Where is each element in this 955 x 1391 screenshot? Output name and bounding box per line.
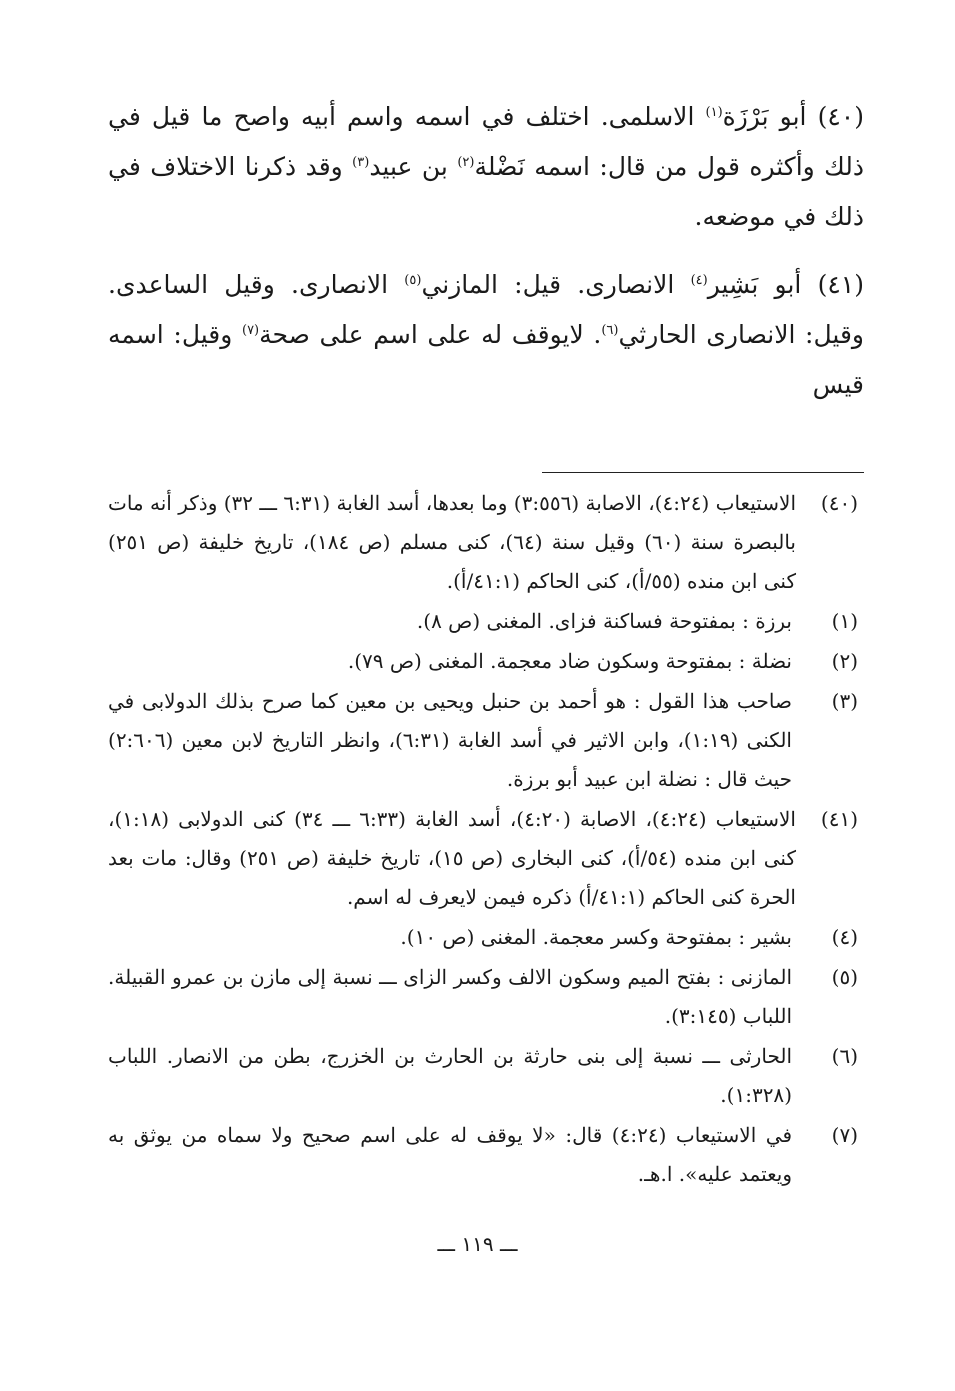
entry-41-text-4: . لايوقف له على اسم على صحة [259,320,602,349]
entry-41-text-5: وقيل: اسمه قيس [108,320,864,399]
footnote-4 [108,918,864,957]
footnote-1 [108,602,864,641]
entry-40-text-1: (٤٠) أبو بَرْزَة [722,102,864,131]
footnote-7 [108,1116,864,1194]
footnote-number: (١) [831,609,858,633]
entry-41-paragraph [108,260,864,410]
footnote-text: بشير : بمفتوحة وكسر معجمة. المغنى (ص ١٠). [400,925,792,949]
footnote-ref-2: (٢) [457,155,475,170]
entry-41-text-1: (٤١) أبو بَشِير [707,270,864,299]
entry-40-text-2: الاسلمى. اختلف في اسمه واسم أبيه واصح ما قيل في ذلك وأكثره قول من قال: اسمه نَضْلة [108,102,864,181]
footnote-ref-6: (٦) [601,323,619,338]
footnote-5 [108,958,864,1036]
footnote-divider [542,472,864,473]
footnote-ref-5: (٥) [404,273,422,288]
entry-41-text-3: الانصارى. وقيل الساعدى. وقيل: الانصارى الحارثي [108,270,864,349]
footnote-2 [108,642,864,681]
footnote-ref-3: (٣) [352,155,370,170]
footnote-number: (٧) [831,1123,858,1147]
footnote-number: (٤١) [820,807,858,831]
footnote-number: (٤٠) [820,491,858,515]
footnote-3 [108,682,864,799]
footnote-text: المازنى : بفتح الميم وسكون الالف وكسر الزاى ـــ نسبة إلى مازن بن عمرو القبيلة. اللباب (٣:١٤٥). [108,965,792,1028]
footnote-text: نضلة : بمفتوحة وسكون ضاد معجمة. المغنى (ص ٧٩). [347,649,792,673]
entry-40-text-4: وقد ذكرنا الاختلاف في ذلك في موضعه. [108,152,864,231]
footnote-ref-1: (١) [705,105,723,120]
footnote-text: الاستيعاب (٤:٢٤)، الاصابة (٣:٥٥٦) وما بعدها، أسد الغابة (٦:٣١ ـــ ٣٢) وذكر أنه مات بالبصرة سنة (٦٠) وقيل سنة (٦٤)، كنى مسلم (ص ١٨٤)، تاريخ خليفة (ص ٢٥١) كنى ابن منده (٥٥/أ)، كنى الحاكم (٤١:١/أ). [108,491,797,593]
footnote-ref-7: (٧) [241,323,260,338]
entry-40-paragraph [108,92,864,242]
footnotes-section [108,484,864,1195]
page-body [108,92,864,1186]
footnote-text: الاستيعاب (٤:٢٤)، الاصابة (٤:٢٠)، أسد الغابة (٦:٣٣ ـــ ٣٤) كنى الدولابى (١:١٨)، كنى ابن منده (٥٤/أ)، كنى البخارى (ص ١٥)، تاريخ خليفة (ص ٢٥١) وقال: مات بعد الحرة كنى الحاكم (٤١:١/أ) ذكره فيمن لايعرف له اسم. [108,807,796,909]
footnote-text: في الاستيعاب (٤:٢٤) قال: «لا يوقف له على اسم صحيح ولا سماه من يوثق به ويعتمد عليه». ا.هـ. [108,1123,793,1186]
entry-41-text-2: الانصارى. قيل: المازني [421,270,691,299]
footnote-text: صاحب هذا القول : هو أحمد بن حنبل ويحيى بن معين كما صرح بذلك الدولابى في الكنى (١:١٩)، وابن الاثير في أسد الغابة (٦:٣١)، وانظر التاريخ لابن معين (٢:٦٠٦) حيث قال : نضلة ابن عبيد أبو برزة. [108,689,792,791]
footnote-number: (٥) [831,965,858,989]
footnote-text: الحارثى ـــ نسبة إلى بنى حارثة بن الحارث بن الخزرج، بطن من الانصار. اللباب (١:٣٢٨). [108,1044,792,1107]
footnote-entry-40 [108,484,864,601]
footnote-number: (٣) [831,689,858,713]
footnote-number: (٦) [831,1044,858,1068]
footnote-entry-41 [108,800,864,917]
footnote-ref-4: (٤) [690,273,708,288]
footnote-number: (٤) [831,925,858,949]
footnote-6 [108,1037,864,1115]
entry-40-text-3: بن عبيد [369,152,458,181]
footnote-text: برزة : بمفتوحة فساكنة فزاى. المغنى (ص ٨). [416,609,792,633]
page-number: ـــ ١١٩ ـــ [437,1232,518,1256]
footnote-number: (٢) [831,649,858,673]
